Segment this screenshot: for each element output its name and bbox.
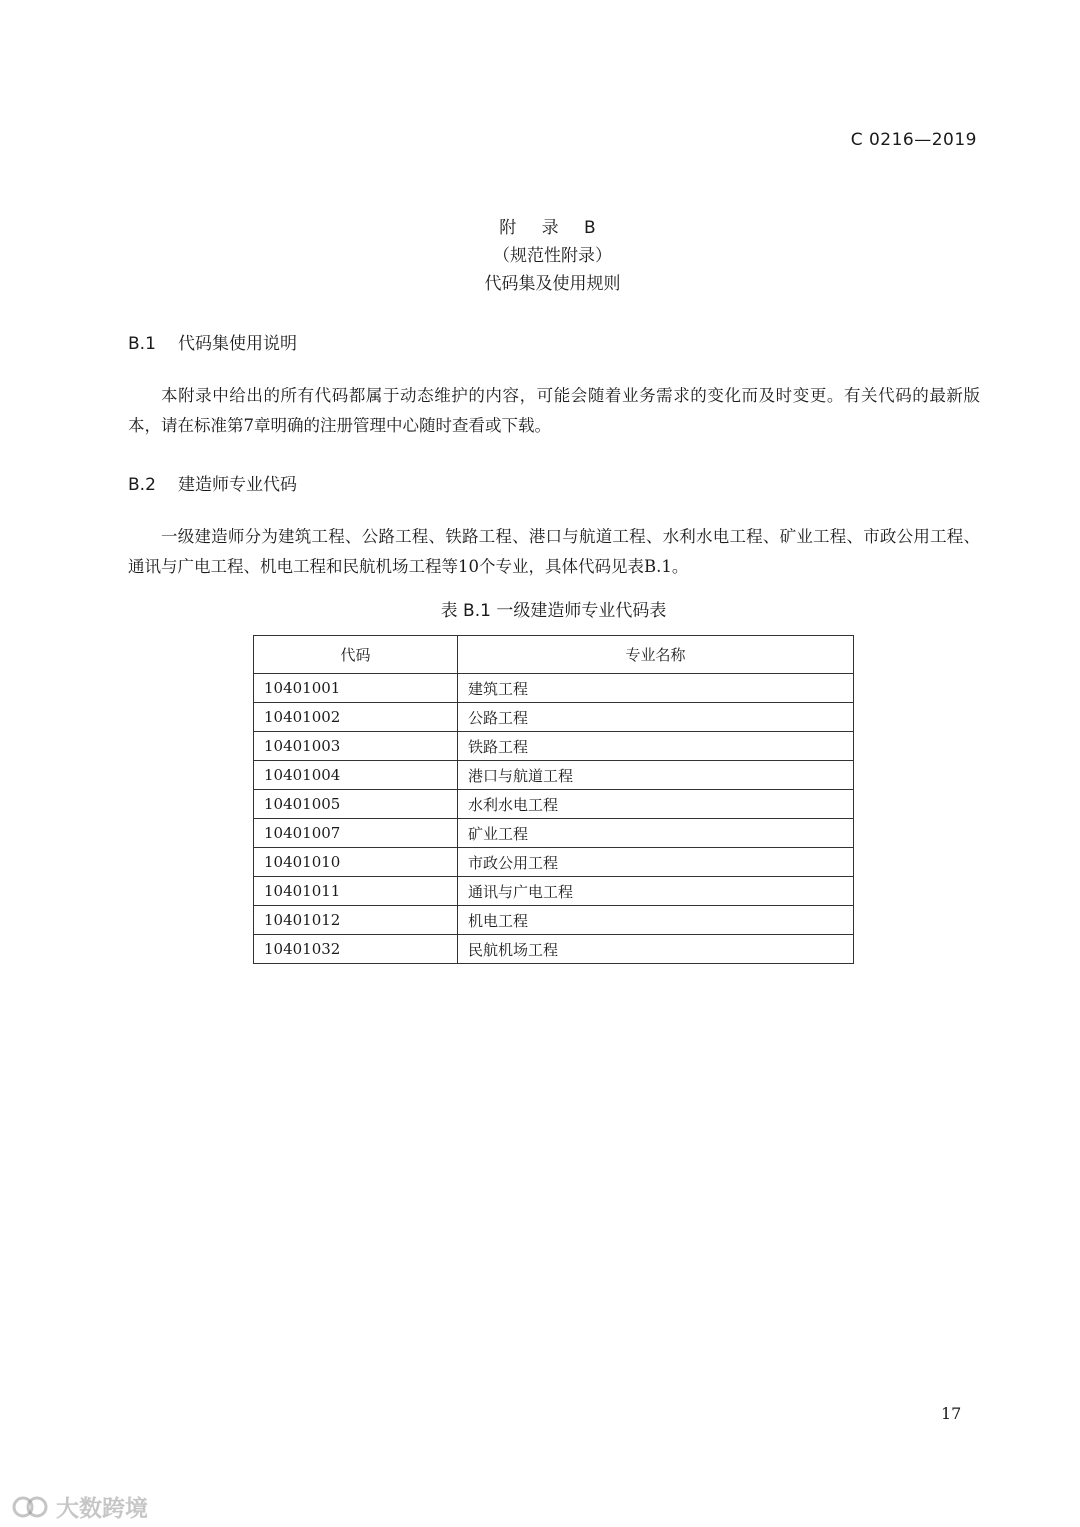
- watermark-text: 大数跨境: [56, 1496, 148, 1522]
- code-cell: 10401001: [254, 674, 458, 703]
- section-title: 代码集使用说明: [178, 334, 297, 354]
- table-row: [254, 906, 854, 935]
- table-row: [254, 761, 854, 790]
- table-row: [254, 674, 854, 703]
- code-cell: 10401011: [254, 877, 458, 906]
- appendix-heading: [0, 214, 1080, 298]
- watermark-logo-icon: [10, 1494, 52, 1520]
- table-row: [254, 790, 854, 819]
- table-header-row: [254, 636, 854, 674]
- column-header-name: 专业名称: [458, 636, 854, 674]
- section-paragraph-b1: 本附录中给出的所有代码都属于动态维护的内容，可能会随着业务需求的变化而及时变更。有关代码的最新版本，请在标准第7章明确的注册管理中心随时查看或下载。: [128, 386, 980, 435]
- table-caption: 表 B.1 一级建造师专业代码表: [440, 601, 667, 621]
- code-cell: 10401003: [254, 732, 458, 761]
- page-number: 17: [941, 1404, 962, 1423]
- code-cell: 10401032: [254, 935, 458, 964]
- appendix-subtitle: （规范性附录）: [493, 246, 612, 266]
- section-title: 建造师专业代码: [178, 475, 297, 495]
- name-cell: 公路工程: [458, 703, 854, 732]
- section-paragraph-b2: 一级建造师分为建筑工程、公路工程、铁路工程、港口与航道工程、水利水电工程、矿业工程、市政公用工程、通讯与广电工程、机电工程和民航机场工程等10个专业，具体代码见表B.1。: [128, 527, 980, 576]
- table-row: [254, 877, 854, 906]
- code-cell: 10401012: [254, 906, 458, 935]
- table-row: [254, 819, 854, 848]
- name-cell: 市政公用工程: [458, 848, 854, 877]
- name-cell: 建筑工程: [458, 674, 854, 703]
- table-row: [254, 935, 854, 964]
- name-cell: 机电工程: [458, 906, 854, 935]
- name-cell: 水利水电工程: [458, 790, 854, 819]
- code-cell: 10401005: [254, 790, 458, 819]
- table-row: [254, 732, 854, 761]
- section-heading-b1: [128, 329, 297, 354]
- section-number: B.2: [128, 475, 156, 495]
- table-row: [254, 703, 854, 732]
- watermark: [10, 1490, 148, 1523]
- name-cell: 矿业工程: [458, 819, 854, 848]
- code-cell: 10401004: [254, 761, 458, 790]
- code-cell: 10401002: [254, 703, 458, 732]
- name-cell: 通讯与广电工程: [458, 877, 854, 906]
- name-cell: 港口与航道工程: [458, 761, 854, 790]
- column-header-code: 代码: [254, 636, 458, 674]
- appendix-name: 代码集及使用规则: [484, 274, 621, 294]
- name-cell: 民航机场工程: [458, 935, 854, 964]
- appendix-title: 附 录 B: [499, 218, 606, 238]
- specialty-code-table: [253, 635, 854, 964]
- standard-code: C 0216—2019: [850, 130, 977, 150]
- name-cell: 铁路工程: [458, 732, 854, 761]
- code-cell: 10401010: [254, 848, 458, 877]
- table-row: [254, 848, 854, 877]
- section-heading-b2: [128, 470, 297, 495]
- section-number: B.1: [128, 334, 156, 354]
- code-cell: 10401007: [254, 819, 458, 848]
